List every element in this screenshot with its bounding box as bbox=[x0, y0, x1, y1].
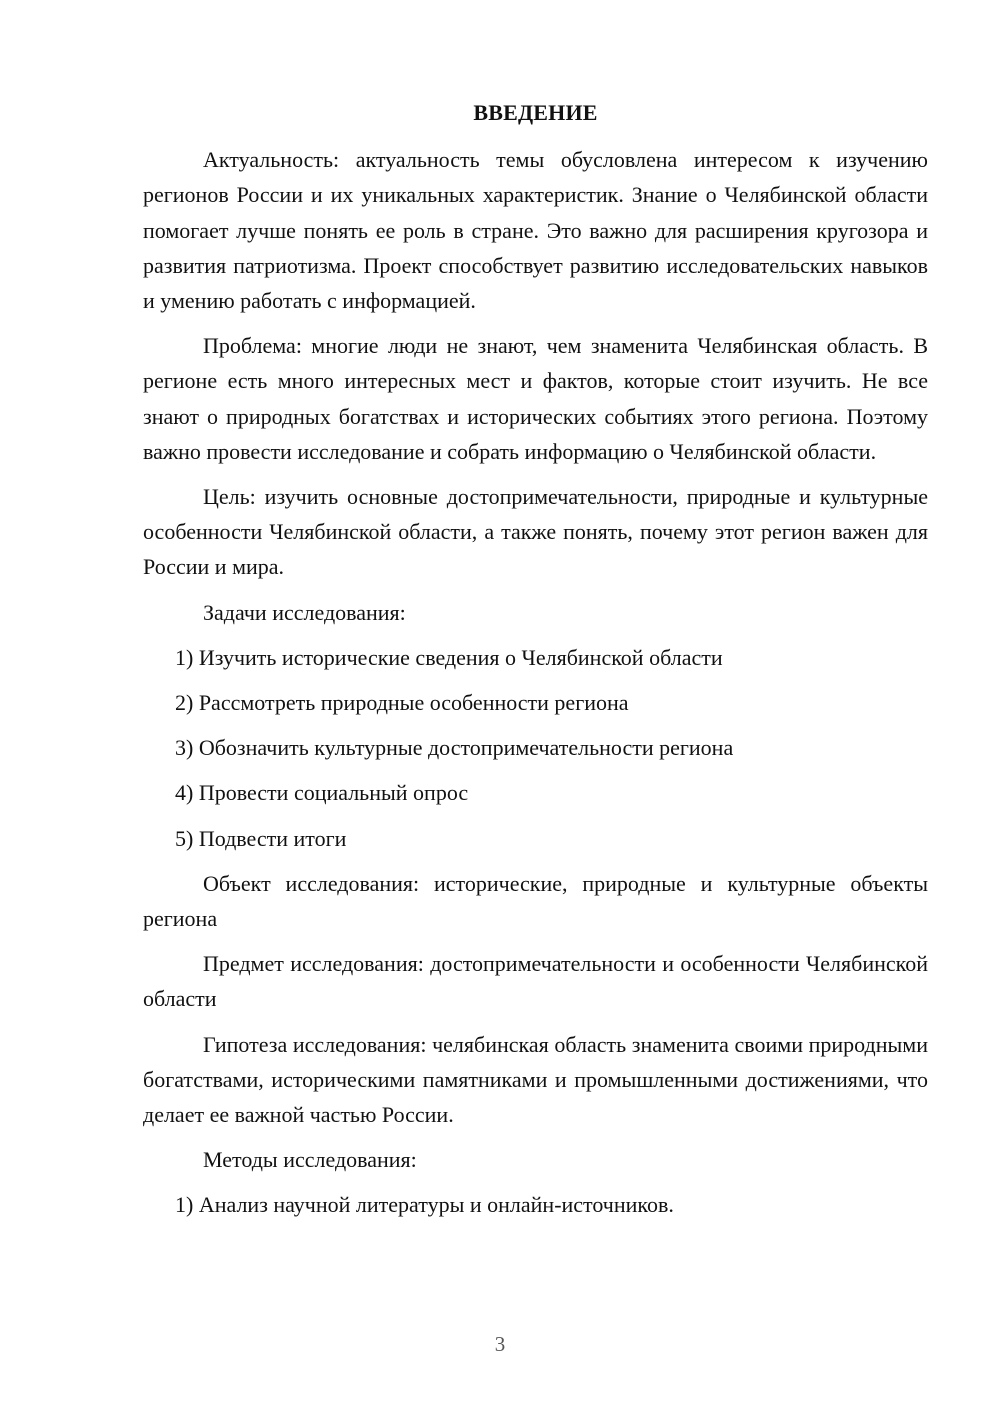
paragraph-goal: Цель: изучить основные достопримечательности, природные и культурные особенности Челябинской области, а также понять, почему этот регион важен для России и мира. bbox=[143, 484, 928, 580]
section-heading: ВВЕДЕНИЕ bbox=[473, 100, 598, 125]
paragraph-problem: Проблема: многие люди не знают, чем знаменита Челябинская область. В регионе есть много интересных мест и фактов, которые стоит изучить. Не все знают о природных богатствах и исторических событиях этого региона. Поэтому важно провести исследование и собрать информацию о Челябинской области. bbox=[143, 333, 928, 464]
paragraph-hypothesis: Гипотеза исследования: челябинская область знаменита своими природными богатствами, историческими памятниками и промышленными достижениями, что делает ее важной частью России. bbox=[143, 1031, 928, 1128]
tasks-title: Задачи исследования: bbox=[203, 599, 406, 625]
task-item-4: 4) Провести социальный опрос bbox=[175, 780, 469, 806]
paragraph-object: Объект исследования: исторические, природные и культурные объекты региона bbox=[143, 870, 928, 932]
methods-title: Методы исследования: bbox=[203, 1147, 417, 1173]
paragraph-subject: Предмет исследования: достопримечательности и особенности Челябинской области bbox=[143, 951, 928, 1012]
document-body bbox=[143, 95, 928, 1233]
task-item-5: 5) Подвести итоги bbox=[175, 825, 347, 851]
page-number: 3 bbox=[494, 1332, 506, 1356]
method-item-1: 1) Анализ научной литературы и онлайн-источников. bbox=[175, 1192, 674, 1218]
paragraph-relevance: Актуальность: актуальность темы обусловлена интересом к изучению регионов России и их уникальных характеристик. Знание о Челябинской области помогает лучше понять ее роль в стране. Это важно для расширения кругозора и развития патриотизма. Проект способствует развитию исследовательских навыков и умению работать с информацией. bbox=[143, 147, 928, 314]
task-item-2: 2) Рассмотреть природные особенности региона bbox=[175, 690, 629, 716]
task-item-1: 1) Изучить исторические сведения о Челябинской области bbox=[175, 644, 723, 670]
task-item-3: 3) Обозначить культурные достопримечательности региона bbox=[175, 735, 734, 761]
